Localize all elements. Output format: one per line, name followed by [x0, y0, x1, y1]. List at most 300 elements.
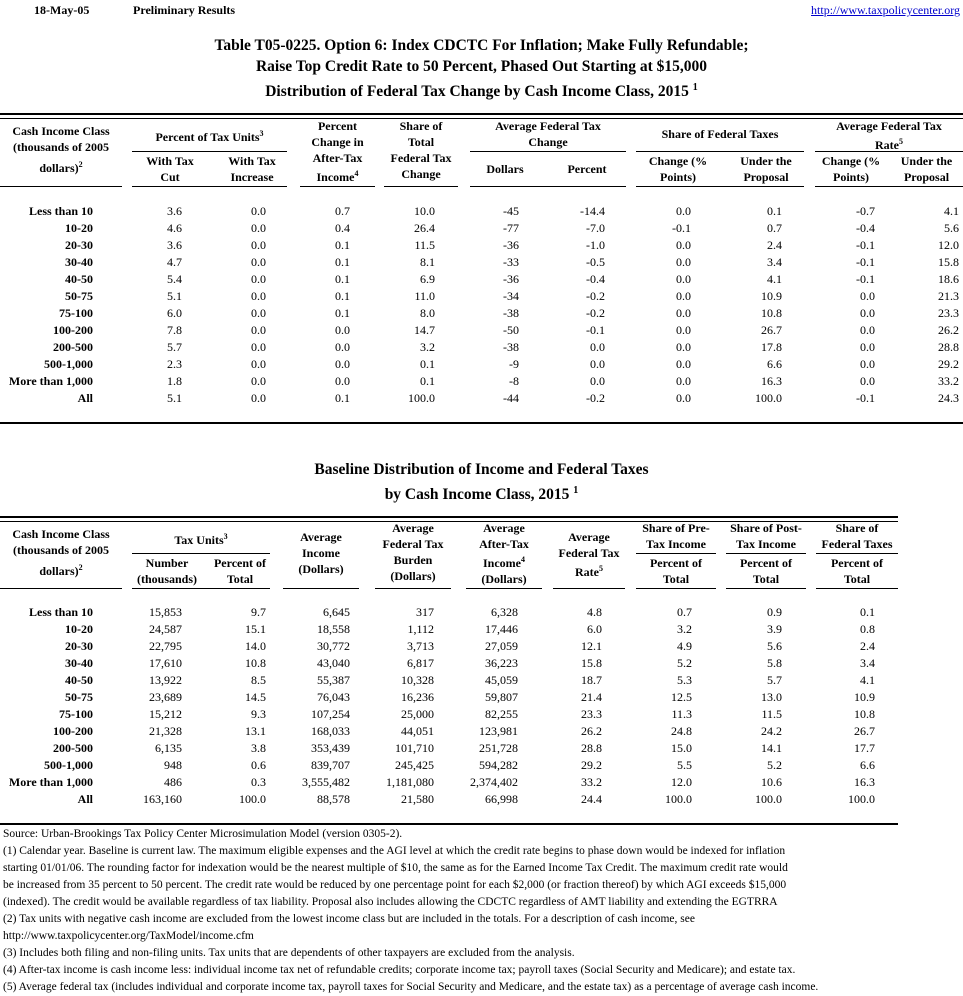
table-cell: 5.4	[167, 272, 182, 286]
table-row	[0, 271, 963, 288]
table-cell: 14.1	[761, 741, 782, 755]
table-cell: -0.2	[586, 289, 605, 303]
taxpolicycenter-link[interactable]: http://www.taxpolicycenter.org	[811, 3, 960, 17]
table-cell: 5.1	[167, 391, 182, 405]
table-cell: 8.0	[420, 306, 435, 320]
t1-header-dollars: Dollars	[486, 162, 524, 176]
header-line: After-Tax	[479, 537, 529, 551]
table-cell: 14.0	[245, 639, 266, 653]
income-class-label: 500-1,000	[44, 357, 93, 371]
table-cell: 0.1	[860, 605, 875, 619]
header-underline	[132, 588, 270, 589]
table-cell: 4.9	[677, 639, 692, 653]
table-cell: 29.2	[581, 758, 602, 772]
table-cell: -0.1	[672, 221, 691, 235]
income-class-label: 40-50	[65, 673, 93, 687]
table-cell: 0.0	[251, 204, 266, 218]
t1-header-share-fed-taxes: Share of Federal Taxes	[661, 127, 779, 141]
header-line: Change (%	[821, 154, 881, 168]
table-cell: 3.6	[167, 238, 182, 252]
table-cell: 3.8	[251, 741, 266, 755]
table-cell: 43,040	[317, 656, 350, 670]
table-cell: 5.2	[677, 656, 692, 670]
header-underline	[375, 588, 451, 589]
header-underline	[132, 186, 287, 187]
table-cell: 4.1	[860, 673, 875, 687]
header-line: Percent of	[830, 556, 884, 570]
table-cell: 12.5	[671, 690, 692, 704]
t2-header-share-posttax	[726, 520, 806, 552]
table-row	[0, 791, 963, 808]
table-cell: 0.0	[860, 289, 875, 303]
table-cell: 26.7	[761, 323, 782, 337]
table-cell: 6.6	[767, 357, 782, 371]
table-cell: 0.6	[251, 758, 266, 772]
table-cell: 33.2	[581, 775, 602, 789]
header-underline	[815, 151, 963, 152]
t1-header-with-cut	[132, 153, 208, 185]
table2-title-line-2	[0, 480, 963, 505]
table-cell: 100.0	[755, 792, 782, 806]
footnote-line: (4) After-tax income is cash income less: individual income tax net of refundable credits; corporate income tax; payroll taxes (Social Security and Medicare); and estate tax.	[3, 964, 796, 976]
header-line: (Dollars)	[481, 572, 527, 586]
table-row	[0, 203, 963, 220]
table-cell: 0.1	[335, 289, 350, 303]
table-cell: 0.1	[335, 255, 350, 269]
header-line: With Tax	[228, 154, 276, 168]
header-line: Total	[407, 135, 435, 149]
source-note: Source: Urban-Brookings Tax Policy Center Microsimulation Model (version 0305-2).	[3, 828, 403, 840]
table-row	[0, 288, 963, 305]
income-class-label: 100-200	[53, 724, 93, 738]
table-cell: 5.8	[767, 656, 782, 670]
table-cell: -36	[503, 238, 519, 252]
table-cell: 24.3	[938, 391, 959, 405]
footnotes	[3, 826, 958, 996]
table-cell: 2,374,402	[470, 775, 518, 789]
header-line: Tax Income	[646, 537, 706, 551]
header-underline	[0, 588, 122, 589]
table-cell: 0.0	[676, 289, 691, 303]
table-cell: 12.1	[581, 639, 602, 653]
header-underline	[636, 151, 804, 152]
header-line: Total	[843, 572, 871, 586]
income-class-label: 10-20	[65, 221, 93, 235]
table-cell: 0.0	[251, 357, 266, 371]
table-cell: -0.1	[586, 323, 605, 337]
table-cell: -14.4	[580, 204, 605, 218]
table-cell: 3.2	[420, 340, 435, 354]
table2-title-line-1: Baseline Distribution of Income and Federal Taxes	[314, 461, 649, 478]
table-row	[0, 740, 963, 757]
table-cell: 353,439	[311, 741, 350, 755]
header-underline	[726, 588, 806, 589]
header-line: Rate	[575, 565, 599, 579]
header-line: Proposal	[743, 170, 789, 184]
t2-header-tax-units	[132, 529, 270, 548]
footnote-marker: 2	[78, 160, 83, 169]
header-underline	[300, 186, 375, 187]
t2-header-avg-burden	[375, 520, 451, 584]
table-cell: -34	[503, 289, 519, 303]
footnote-line: starting 01/01/06. The rounding factor for indexation would be the nearest multiple of $10, the same as for the Earned Income Tax Credit. The maximum credit rate would	[3, 862, 788, 874]
table-cell: 24.8	[671, 724, 692, 738]
table-cell: 17,610	[149, 656, 182, 670]
table-row	[0, 689, 963, 706]
table-cell: 0.0	[676, 340, 691, 354]
header-line: Share of	[399, 119, 443, 133]
title-text: by Cash Income Class, 2015	[384, 486, 570, 504]
table-cell: 0.0	[335, 357, 350, 371]
table-cell: -1.0	[586, 238, 605, 252]
t1-header-percent: Percent	[567, 162, 607, 176]
title-text: Distribution of Federal Tax Change by Cash Income Class, 2015	[265, 83, 689, 101]
table-cell: 0.0	[676, 374, 691, 388]
table-cell: 0.0	[590, 357, 605, 371]
table-row	[0, 220, 963, 237]
table-cell: 10.9	[761, 289, 782, 303]
header-line: Burden	[393, 553, 433, 567]
table-cell: -7.0	[586, 221, 605, 235]
table-cell: 5.6	[767, 639, 782, 653]
table-cell: 5.2	[767, 758, 782, 772]
t2-header-share-fed-pct	[816, 555, 898, 587]
t2-header-avg-income	[283, 529, 359, 577]
table-cell: 18,558	[317, 622, 350, 636]
table-cell: 0.8	[860, 622, 875, 636]
table-cell: 33.2	[938, 374, 959, 388]
footnote-line: (indexed). The credit would be available regardless of tax liability. Proposal also includes allowing the CDCTC regardless of AMT liability and extending the EGTRRA	[3, 896, 778, 908]
table-row	[0, 706, 963, 723]
table-row	[0, 305, 963, 322]
t1-header-rate-change	[815, 153, 887, 185]
table-cell: 11.5	[414, 238, 435, 252]
footnote-marker: 5	[599, 564, 603, 573]
table-cell: 0.0	[251, 323, 266, 337]
header-line: (thousands of 2005	[12, 140, 110, 154]
table-row	[0, 723, 963, 740]
table-cell: 14.5	[245, 690, 266, 704]
income-class-label: More than 1,000	[8, 374, 93, 388]
income-class-label: 20-30	[65, 639, 93, 653]
table-cell: 59,807	[485, 690, 518, 704]
table-cell: 486	[164, 775, 182, 789]
table-row	[0, 757, 963, 774]
table-cell: 6.0	[587, 622, 602, 636]
table-cell: 163,160	[143, 792, 182, 806]
income-class-label: 75-100	[59, 306, 93, 320]
table-cell: -8	[509, 374, 519, 388]
table-cell: 25,000	[401, 707, 434, 721]
income-class-label: 30-40	[65, 255, 93, 269]
table-cell: 0.1	[420, 357, 435, 371]
header-line: Share of	[835, 521, 879, 535]
header-text: Tax Units	[174, 533, 224, 547]
report-status: Preliminary Results	[133, 3, 236, 17]
table-cell: 16.3	[854, 775, 875, 789]
table-cell: 16.3	[761, 374, 782, 388]
table-cell: 251,728	[479, 741, 518, 755]
footnote-line: http://www.taxpolicycenter.org/TaxModel/income.cfm	[3, 930, 254, 942]
table-cell: 100.0	[755, 391, 782, 405]
header-text: Percent of Tax Units	[155, 130, 260, 144]
t1-header-with-increase	[212, 153, 292, 185]
table1-bottom-rule	[0, 422, 963, 424]
table-cell: 0.0	[251, 238, 266, 252]
table-cell: 17.7	[854, 741, 875, 755]
t2-header-avg-rate	[553, 529, 625, 580]
footnote-marker: 4	[521, 555, 525, 564]
table-cell: 6,645	[323, 605, 350, 619]
table-cell: 7.8	[167, 323, 182, 337]
table-cell: 24.2	[761, 724, 782, 738]
table-cell: -36	[503, 272, 519, 286]
table-cell: -77	[503, 221, 519, 235]
table-cell: 18.6	[938, 272, 959, 286]
header-line: Income	[483, 556, 521, 570]
table-cell: 100.0	[239, 792, 266, 806]
income-class-label: Less than 10	[28, 204, 93, 218]
header-line: dollars)	[39, 161, 79, 175]
table-cell: 12.0	[671, 775, 692, 789]
table-cell: 27,059	[485, 639, 518, 653]
table-cell: 55,387	[317, 673, 350, 687]
table-cell: 0.0	[676, 391, 691, 405]
table-cell: 2.3	[167, 357, 182, 371]
table-cell: 2.4	[767, 238, 782, 252]
footnote-line: (3) Includes both filing and non-filing units. Tax units that are dependents of other taxpayers are excluded from the analysis.	[3, 947, 575, 959]
header-line: Share of Post-	[730, 521, 802, 535]
header-line: Change in	[311, 135, 364, 149]
table-cell: 0.0	[860, 340, 875, 354]
table-cell: 10.6	[761, 775, 782, 789]
table-cell: 0.7	[677, 605, 692, 619]
table-cell: 3.6	[167, 204, 182, 218]
table-cell: 3.2	[677, 622, 692, 636]
table-cell: 14.7	[414, 323, 435, 337]
table-cell: 100.0	[848, 792, 875, 806]
table-cell: 15.0	[671, 741, 692, 755]
table-cell: -38	[503, 340, 519, 354]
header-line: Total	[752, 572, 780, 586]
table-cell: 5.7	[767, 673, 782, 687]
table1-title-line-2: Raise Top Credit Rate to 50 Percent, Phased Out Starting at $15,000	[255, 58, 708, 75]
income-class-label: 50-75	[65, 690, 93, 704]
table-cell: -45	[503, 204, 519, 218]
table-cell: -0.1	[856, 255, 875, 269]
table-cell: 45,059	[485, 673, 518, 687]
table-cell: 21.3	[938, 289, 959, 303]
t1-header-avg-fed-tax-rate	[815, 118, 963, 153]
t2-header-number	[132, 555, 202, 587]
header-underline	[466, 588, 542, 589]
header-line: Cash Income Class	[12, 527, 110, 541]
t1-header-income-class	[0, 123, 122, 176]
table-cell: -0.1	[856, 238, 875, 252]
header-line: Average	[568, 530, 610, 544]
header-underline	[553, 588, 625, 589]
table-cell: 26.2	[938, 323, 959, 337]
table-cell: 21,328	[149, 724, 182, 738]
header-line: Percent of	[739, 556, 793, 570]
table-cell: 6,135	[155, 741, 182, 755]
header-line: Percent of	[649, 556, 703, 570]
table-cell: -44	[503, 391, 519, 405]
table-cell: 21.4	[581, 690, 602, 704]
header-line: With Tax	[146, 154, 194, 168]
table-cell: 107,254	[311, 707, 350, 721]
table-cell: 3,713	[407, 639, 434, 653]
table-cell: 5.1	[167, 289, 182, 303]
table-cell: 0.1	[420, 374, 435, 388]
table-cell: 10.0	[414, 204, 435, 218]
table-cell: 3.9	[767, 622, 782, 636]
table-cell: 123,981	[479, 724, 518, 738]
table-row	[0, 237, 963, 254]
table-cell: 594,282	[479, 758, 518, 772]
header-line: Income	[302, 546, 340, 560]
report-date: 18-May-05	[34, 3, 90, 17]
table-cell: 4.7	[167, 255, 182, 269]
table-row	[0, 621, 963, 638]
t2-header-share-fed	[816, 520, 898, 552]
table-row	[0, 322, 963, 339]
table-cell: 0.0	[590, 374, 605, 388]
income-class-label: 50-75	[65, 289, 93, 303]
footnote-marker: 3	[223, 532, 228, 541]
table-cell: 317	[416, 605, 434, 619]
footnote-line: (5) Average federal tax (includes individual and corporate income tax, payroll taxes for Social Security and Medicare, and the estate tax) as a percentage of average cash income.	[3, 981, 819, 993]
table-cell: 11.0	[414, 289, 435, 303]
header-line: Federal Tax	[382, 537, 444, 551]
table-cell: 0.0	[251, 340, 266, 354]
t2-header-pct-total	[206, 555, 274, 587]
table-cell: 0.0	[251, 272, 266, 286]
table-cell: 16,236	[401, 690, 434, 704]
header-line: Points)	[833, 170, 869, 184]
table-cell: 2.4	[860, 639, 875, 653]
footnote-marker: 4	[354, 169, 359, 178]
table-cell: 5.5	[677, 758, 692, 772]
t1-header-avg-fed-tax-change	[470, 118, 626, 150]
table-cell: 0.1	[335, 306, 350, 320]
table-cell: 11.3	[671, 707, 692, 721]
t2-header-share-pretax-pct	[636, 555, 716, 587]
header-line: Average	[392, 521, 434, 535]
header-line: Change (%	[648, 154, 708, 168]
table-cell: 8.1	[420, 255, 435, 269]
table-cell: 15.8	[581, 656, 602, 670]
table-cell: -0.2	[586, 306, 605, 320]
table-cell: 948	[164, 758, 182, 772]
table-cell: 1,112	[407, 622, 434, 636]
table-cell: 10,328	[401, 673, 434, 687]
table-cell: -0.1	[856, 391, 875, 405]
table-cell: 0.0	[676, 323, 691, 337]
table-cell: 6,328	[491, 605, 518, 619]
header-line: Percent of	[213, 556, 267, 570]
income-class-label: 200-500	[53, 741, 93, 755]
header-line: Percent	[317, 119, 358, 133]
table-cell: 0.1	[335, 391, 350, 405]
footnote-marker: 2	[78, 563, 83, 572]
header-line: (Dollars)	[298, 562, 344, 576]
header-line: After-Tax	[312, 151, 363, 165]
table-cell: 4.8	[587, 605, 602, 619]
table-cell: 3,555,482	[302, 775, 350, 789]
table-cell: 0.0	[335, 374, 350, 388]
table-cell: -0.7	[856, 204, 875, 218]
table-cell: 0.0	[251, 289, 266, 303]
header-line: Average	[300, 530, 342, 544]
table-cell: 23.3	[581, 707, 602, 721]
table-cell: 23.3	[938, 306, 959, 320]
income-class-label: Less than 10	[28, 605, 93, 619]
table-cell: 26.2	[581, 724, 602, 738]
table-cell: 0.0	[860, 306, 875, 320]
table-cell: 0.0	[676, 238, 691, 252]
table-cell: 0.0	[251, 306, 266, 320]
header-line: Federal Tax	[558, 546, 620, 560]
income-class-label: 100-200	[53, 323, 93, 337]
table-cell: 6.6	[860, 758, 875, 772]
header-underline	[726, 553, 806, 554]
header-underline	[470, 151, 626, 152]
table-cell: 0.7	[767, 221, 782, 235]
header-underline	[132, 151, 287, 152]
table-cell: 0.0	[590, 340, 605, 354]
table-cell: 1,181,080	[386, 775, 434, 789]
table-cell: 3.4	[860, 656, 875, 670]
header-line: Increase	[230, 170, 274, 184]
income-class-label: 40-50	[65, 272, 93, 286]
table-cell: 21,580	[401, 792, 434, 806]
t2-header-income-class	[0, 526, 122, 579]
t1-header-pct-tax-units	[132, 126, 287, 145]
table-cell: 44,051	[401, 724, 434, 738]
table-row	[0, 604, 963, 621]
table-cell: 13.0	[761, 690, 782, 704]
table-cell: 6.0	[167, 306, 182, 320]
table-cell: 0.1	[767, 204, 782, 218]
table-row	[0, 390, 963, 407]
table2-bottom-rule	[0, 823, 898, 825]
table-cell: 101,710	[395, 741, 434, 755]
header-underline	[470, 186, 626, 187]
table-cell: 17.8	[761, 340, 782, 354]
table-cell: 0.0	[335, 323, 350, 337]
table-cell: 15.8	[938, 255, 959, 269]
table-cell: 13.1	[245, 724, 266, 738]
header-line: Under the	[900, 154, 953, 168]
t1-header-rate-under-proposal	[890, 153, 963, 185]
header-underline	[0, 186, 122, 187]
table-cell: 0.0	[676, 204, 691, 218]
table-cell: 9.7	[251, 605, 266, 619]
table-cell: 0.0	[860, 374, 875, 388]
header-underline	[816, 553, 898, 554]
table-cell: 12.0	[938, 238, 959, 252]
table-row	[0, 638, 963, 655]
table-row	[0, 339, 963, 356]
t1-header-under-proposal	[724, 153, 808, 185]
table-cell: 0.9	[767, 605, 782, 619]
table-cell: 6.9	[420, 272, 435, 286]
header-underline	[816, 588, 898, 589]
table-cell: 0.0	[251, 255, 266, 269]
table-cell: 8.5	[251, 673, 266, 687]
header-line: Under the	[740, 154, 792, 168]
